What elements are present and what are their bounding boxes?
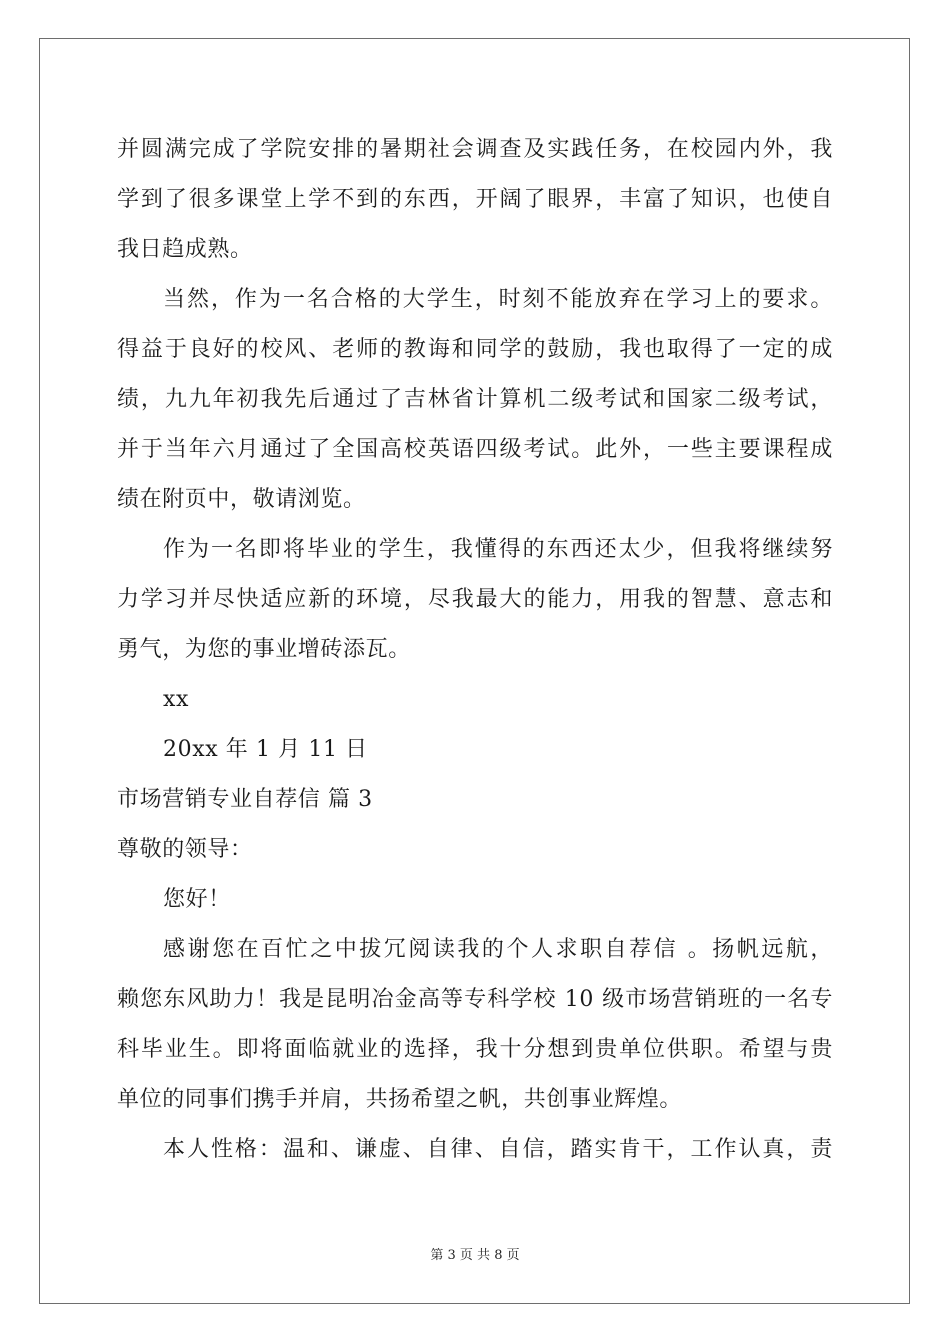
signature-name: xx [163, 687, 190, 712]
section-heading: 市场营销专业自荐信 篇 3 [117, 787, 373, 812]
paragraph-line: 本人性格：温和、谦虚、自律、自信，踏实肯干，工作认真，责 [163, 1137, 833, 1162]
paragraph-line: 绩，九九年初我先后通过了吉林省计算机二级考试和国家二级考试， [117, 387, 833, 412]
greeting: 您好！ [163, 887, 231, 912]
paragraph-line: 勇气，为您的事业增砖添瓦。 [117, 637, 411, 662]
letter-date: 20xx 年 1 月 11 日 [163, 737, 368, 762]
paragraph-line: 单位的同事们携手并肩，共扬希望之帆，共创事业辉煌。 [117, 1087, 683, 1112]
paragraph-line: 并于当年六月通过了全国高校英语四级考试。此外，一些主要课程成 [117, 437, 833, 462]
paragraph-line: 并圆满完成了学院安排的暑期社会调查及实践任务，在校园内外，我 [117, 137, 833, 162]
paragraph-line: 当然，作为一名合格的大学生，时刻不能放弃在学习上的要求。 [163, 287, 833, 312]
salutation: 尊敬的领导： [117, 837, 253, 862]
paragraph-line: 作为一名即将毕业的学生，我懂得的东西还太少，但我将继续努 [163, 537, 833, 562]
page-number: 第 3 页 共 8 页 [430, 1248, 520, 1263]
paragraph-line: 赖您东风助力！我是昆明冶金高等专科学校 10 级市场营销班的一名专 [117, 987, 833, 1012]
paragraph-line: 力学习并尽快适应新的环境，尽我最大的能力，用我的智慧、意志和 [117, 587, 833, 612]
page-border [39, 38, 910, 1304]
paragraph-line: 学到了很多课堂上学不到的东西，开阔了眼界，丰富了知识，也使自 [117, 187, 833, 212]
paragraph-line: 感谢您在百忙之中拔冗阅读我的个人求职自荐信 。扬帆远航， [163, 937, 833, 962]
paragraph-line: 科毕业生。即将面临就业的选择，我十分想到贵单位供职。希望与贵 [117, 1037, 833, 1062]
paragraph-line: 我日趋成熟。 [117, 237, 253, 262]
paragraph-line: 绩在附页中，敬请浏览。 [117, 487, 366, 512]
paragraph-line: 得益于良好的校风、老师的教诲和同学的鼓励，我也取得了一定的成 [117, 337, 833, 362]
